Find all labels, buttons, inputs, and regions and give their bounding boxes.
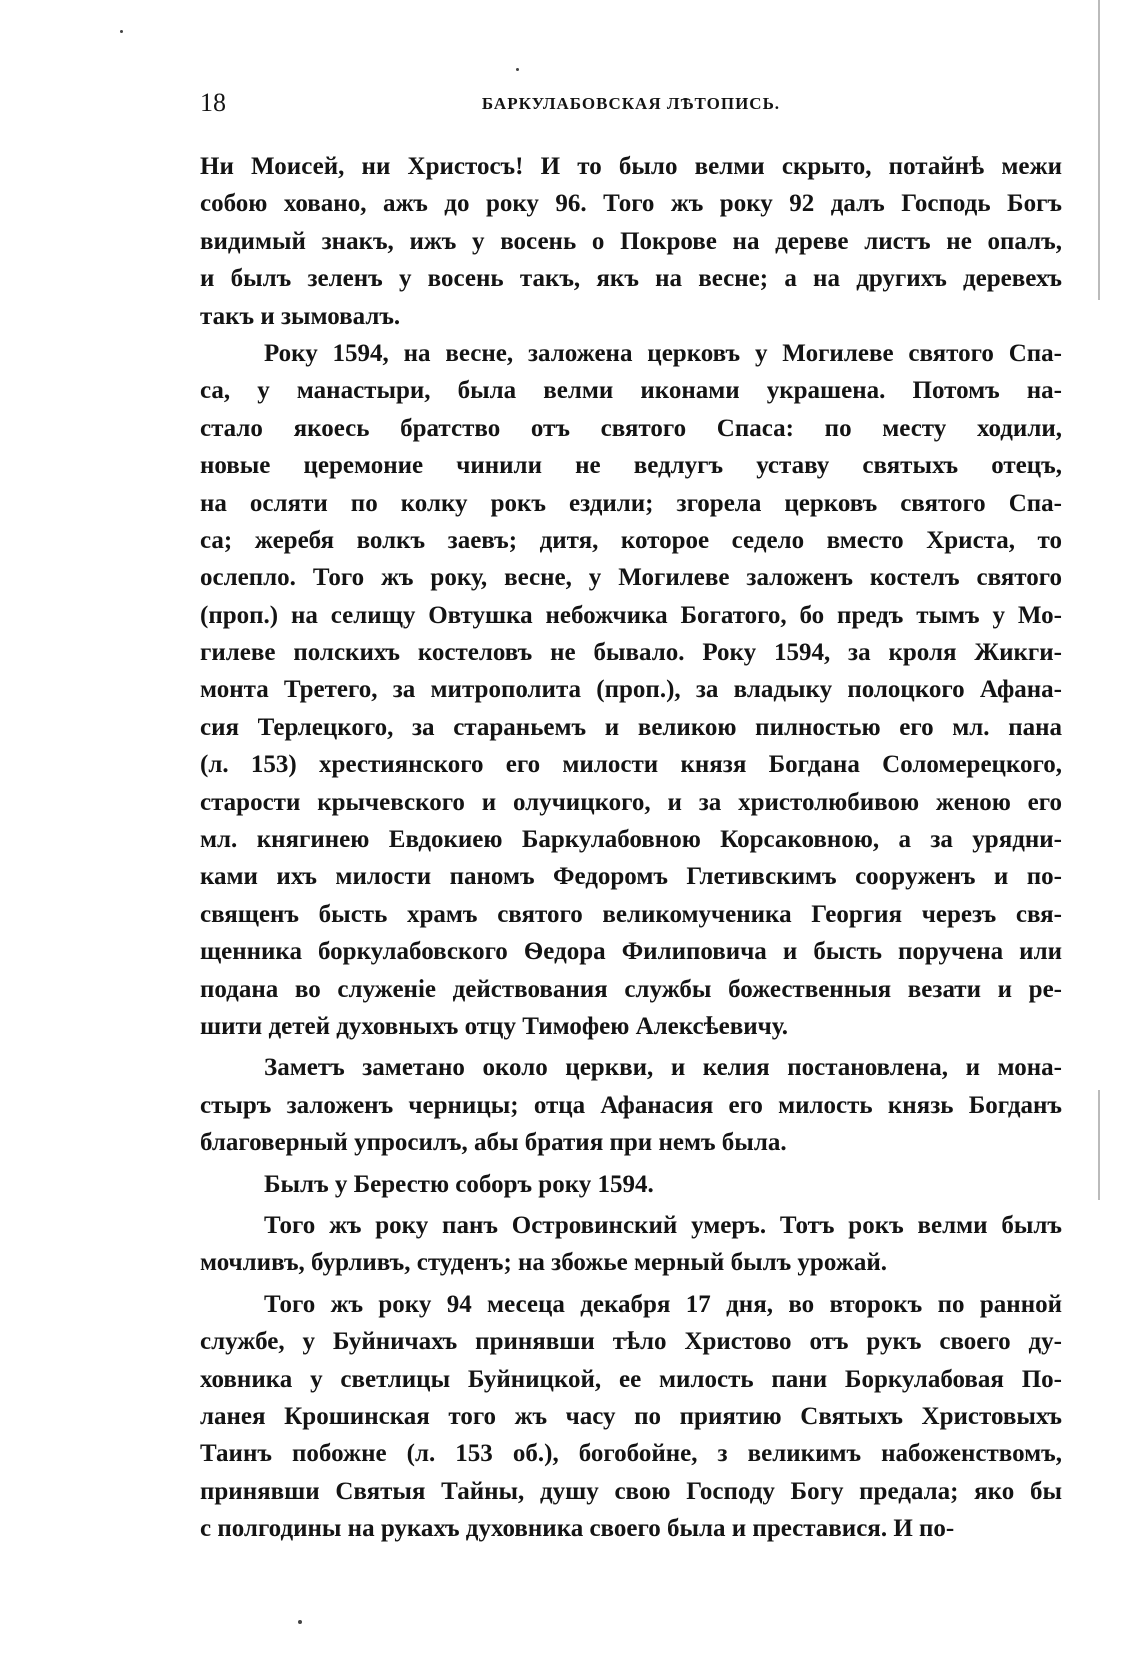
text-line: ланея Крошинская того жъ часу по приятию Святыхъ Христовыхъ <box>200 1402 1062 1430</box>
text-line: видимый знакъ, ижъ у восень о Покрове на дереве листъ не опалъ, <box>200 227 1062 255</box>
text-line: ослепло. Того жъ року, весне, у Могилеве заложенъ костелъ святого <box>200 564 1062 592</box>
text-line: Року 1594, на весне, заложена церковъ у Могилеве святого Спа- <box>264 339 1062 367</box>
text-line: Того жъ року панъ Островинский умеръ. Тотъ рокъ велми былъ <box>264 1211 1062 1239</box>
text-line: ками ихъ милости паномъ Федоромъ Глетивскимъ соорyженъ и по- <box>200 863 1062 891</box>
text-line: монта Третего, за митрополита (проп.), за владыку полоцкого Афана- <box>200 676 1062 704</box>
text-line: старости крычевского и олучицкого, и за христолюбивою женою его <box>200 788 1062 816</box>
paragraph <box>200 1207 1062 1282</box>
text-line: подана во служеніе действования службы божественныя везати и ре- <box>200 975 1062 1003</box>
text-line: благоверный упросилъ, абы братия при немъ была. <box>200 1129 787 1157</box>
text-line: сия Терлецкого, за стараньемъ и великою пилностью его мл. пана <box>200 713 1062 741</box>
text-line: мл. княгинею Евдокиею Баркулабовною Корсаковною, а за урядни- <box>200 826 1062 854</box>
body-text <box>200 148 1062 1547</box>
text-line: ховника у светлицы Буйницкой, ее милость пани Боркулабовая По- <box>200 1365 1062 1393</box>
scan-edge-mark <box>1098 0 1100 300</box>
text-line: шити детей духовныхъ отцу Тимофею Алексѣевичу. <box>200 1012 789 1040</box>
scan-speck <box>120 30 123 33</box>
page-number: 18 <box>200 88 226 117</box>
text-line: Ни Моисей, ни Христосъ! И то было велми скрыто, потайнѣ межи <box>200 153 1062 180</box>
paragraph <box>200 148 1062 335</box>
paragraph <box>200 1166 1062 1203</box>
text-line: Заметъ заметано около церкви, и келия постановлена, и мона- <box>264 1054 1062 1082</box>
text-line: Того жъ року 94 месеца декабря 17 дня, во вторoкъ по ранной <box>264 1290 1062 1318</box>
running-title: БАРКУЛАБОВСКАЯ ЛѢТОПИСЬ. <box>481 94 781 113</box>
text-line: священъ бысть храмъ святого великомученика Георгия черезъ свя- <box>200 900 1062 928</box>
text-line: стыръ заложенъ черницы; отца Афанасия его милость князь Богданъ <box>200 1091 1062 1119</box>
text-line: службе, у Буйничахъ принявши тѣло Христово отъ рукъ своего ду- <box>200 1328 1062 1356</box>
scan-speck <box>516 68 519 71</box>
text-line: са; жеребя волкъ заевъ; дитя, которое седело вместо Христа, то <box>200 526 1062 554</box>
text-line: мочливъ, бурливъ, студенъ; на збожье мерный былъ урожай. <box>200 1249 887 1277</box>
text-line: (л. 153) хрестиянского его милости князя Богдана Соломерецкого, <box>200 751 1062 779</box>
text-line: Таинъ побожне (л. 153 об.), богобойне, з великимъ набоженствомъ, <box>200 1440 1062 1468</box>
scan-speck <box>298 1620 302 1624</box>
paragraph <box>200 1286 1062 1548</box>
text-line: гилеве полскихъ костеловъ не бывало. Року 1594, за кроля Жикги- <box>200 639 1062 667</box>
text-line: с полгодины на рукахъ духовника своего была и преставися. И по- <box>200 1515 955 1543</box>
text-line: на осляти по колку рокъ ездили; згорела церковъ святого Спа- <box>200 489 1062 517</box>
text-line: собою ховано, ажъ до року 96. Того жъ року 92 далъ Господь Богъ <box>200 190 1062 218</box>
text-line: новые церемоние чинили не ведлугъ уставу святыхъ отецъ, <box>200 452 1062 480</box>
page-header <box>200 88 1062 128</box>
scan-edge-mark <box>1098 1090 1100 1200</box>
text-line: стало якоесь братство отъ святого Спаса: по месту ходили, <box>200 414 1062 442</box>
text-line: щенника боркулабовского Ѳедора Филиповича и бысть поручена или <box>200 938 1062 966</box>
text-line: са, у манастыри, была велми иконами украшена. Потомъ на- <box>200 377 1062 405</box>
text-line: принявши Святыя Тайны, душу свою Господу Богу предала; яко бы <box>200 1477 1062 1505</box>
text-line: и былъ зеленъ у восень такъ, якъ на весне; а на другихъ деревехъ <box>200 265 1062 293</box>
text-line: (проп.) на селищу Овтушка небожчика Богатого, бо предъ тымъ у Мо- <box>200 601 1062 629</box>
paragraph <box>200 335 1062 1045</box>
text-line: Былъ у Берестю соборъ року 1594. <box>264 1170 654 1198</box>
paragraph <box>200 1049 1062 1161</box>
text-line: такъ и зымовалъ. <box>200 302 401 330</box>
